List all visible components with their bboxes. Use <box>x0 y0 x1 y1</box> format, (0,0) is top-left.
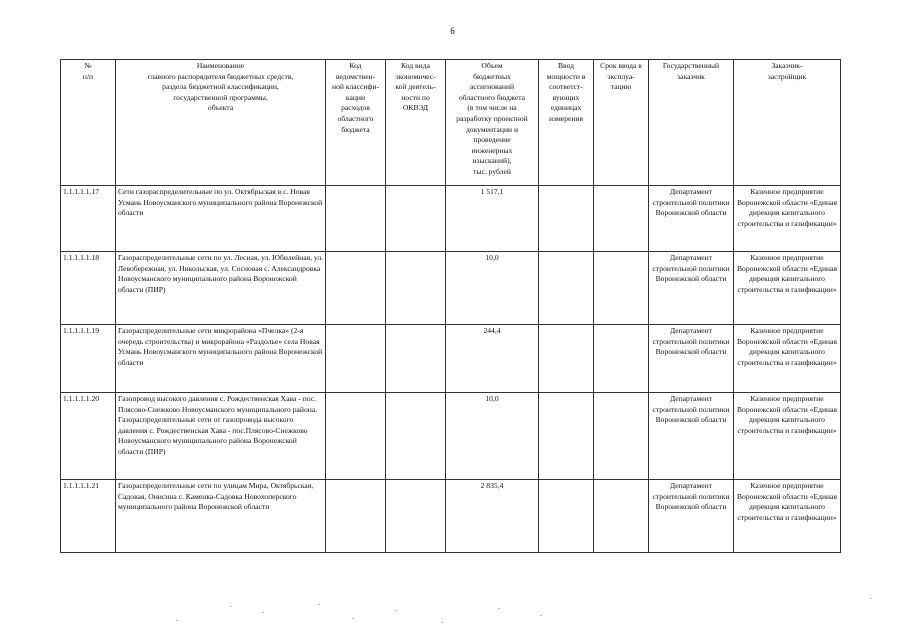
header-developer: Заказчик- застройщик <box>734 60 841 186</box>
table-row <box>61 252 841 325</box>
customer-cell: Департамент строительной политики Воронежской области <box>649 325 734 393</box>
volume-cell: 10,0 <box>446 393 539 480</box>
capacity-cell <box>539 480 594 553</box>
header-capacity: Ввод мощности в соответст- вующих единицах измерения <box>539 60 594 186</box>
volume-cell: 10,0 <box>446 252 539 325</box>
developer-cell: Казенное предприятие Воронежской области «Единая дирекция капитального строительства и газификации» <box>734 393 841 480</box>
row-number: 1.1.1.1.1.17 <box>61 186 116 252</box>
page-number: 6 <box>450 26 455 36</box>
object-name: Сети газораспределительные по ул. Октябрьская в с. Новая Усмань Новоусманского муниципального района Воронежской области <box>116 186 326 252</box>
dept-code-cell <box>326 252 386 325</box>
object-name: Газораспределительные сети по улицам Мира, Октябрьская, Садовая, Онисина с. Каменка-Садовка Новохоперского муниципального района Воронежской области <box>116 480 326 553</box>
capacity-cell <box>539 186 594 252</box>
okved-cell <box>386 393 446 480</box>
customer-cell: Департамент строительной политики Воронежской области <box>649 186 734 252</box>
capacity-cell <box>539 325 594 393</box>
okved-cell <box>386 480 446 553</box>
customer-cell: Департамент строительной политики Воронежской области <box>649 393 734 480</box>
capacity-cell <box>539 252 594 325</box>
developer-cell: Казенное предприятие Воронежской области «Единая дирекция капитального строительства и газификации» <box>734 252 841 325</box>
dept-code-cell <box>326 186 386 252</box>
developer-cell: Казенное предприятие Воронежской области «Единая дирекция капитального строительства и газификации» <box>734 325 841 393</box>
object-name: Газораспределительные сети по ул. Лесная, ул. Юбилейная, ул. Левобережная, ул. Никольская, ул. Сосновая с. Александровка Новоусманского муниципального района Воронежской области (ПИР) <box>116 252 326 325</box>
dept-code-cell <box>326 393 386 480</box>
developer-cell: Казенное предприятие Воронежской области «Единая дирекция капитального строительства и газификации» <box>734 480 841 553</box>
customer-cell: Департамент строительной политики Воронежской области <box>649 480 734 553</box>
table-row <box>61 393 841 480</box>
capital-investment-table <box>60 59 841 553</box>
okved-cell <box>386 252 446 325</box>
volume-cell: 1 517,1 <box>446 186 539 252</box>
table-row <box>61 186 841 252</box>
okved-cell <box>386 325 446 393</box>
volume-cell: 244,4 <box>446 325 539 393</box>
table-row <box>61 480 841 553</box>
okved-cell <box>386 186 446 252</box>
volume-cell: 2 835,4 <box>446 480 539 553</box>
dept-code-cell <box>326 480 386 553</box>
header-volume: Объем бюджетных ассигнований областного бюджета (в том числе на разработку проектной документации и проведение инженерных изысканий), тыс. рублей <box>446 60 539 186</box>
row-number: 1.1.1.1.1.21 <box>61 480 116 553</box>
deadline-cell <box>594 480 649 553</box>
row-number: 1.1.1.1.1.20 <box>61 393 116 480</box>
deadline-cell <box>594 252 649 325</box>
object-name: Газопровод высокого давления с. Рождественская Хава - пос. Плясово-Снежково Новоусманского муниципального района. Газораспределительные сети от газопровода высокого давления с. Рождественская Хава - пос.Плясово-Снежково Новоусманского муниципального района Воронежской области (ПИР) <box>116 393 326 480</box>
header-okved: Код вида экономичес- кой деятель- ности по ОКВЭД <box>386 60 446 186</box>
header-num: № п/п <box>61 60 116 186</box>
deadline-cell <box>594 325 649 393</box>
deadline-cell <box>594 393 649 480</box>
row-number: 1.1.1.1.1.18 <box>61 252 116 325</box>
developer-cell: Казенное предприятие Воронежской области «Единая дирекция капитального строительства и газификации» <box>734 186 841 252</box>
row-number: 1.1.1.1.1.19 <box>61 325 116 393</box>
header-deadline: Срок ввода в эксплуа- тацию <box>594 60 649 186</box>
dept-code-cell <box>326 325 386 393</box>
header-name: Наименование главного распорядителя бюджетных средств, раздела бюджетной классификации, государственной программы, объекта <box>116 60 326 186</box>
capacity-cell <box>539 393 594 480</box>
header-row <box>61 60 841 186</box>
header-dept-code: Код ведомствен- ной классифи- кации расходов областного бюджета <box>326 60 386 186</box>
header-customer: Государственный заказчик <box>649 60 734 186</box>
object-name: Газораспределительные сети микрорайона «Пчелка» (2-я очередь строительства) и микрорайона «Раздолье» села Новая Усмань Новоусманского муниципального района Воронежской области <box>116 325 326 393</box>
deadline-cell <box>594 186 649 252</box>
customer-cell: Департамент строительной политики Воронежской области <box>649 252 734 325</box>
table-row <box>61 325 841 393</box>
